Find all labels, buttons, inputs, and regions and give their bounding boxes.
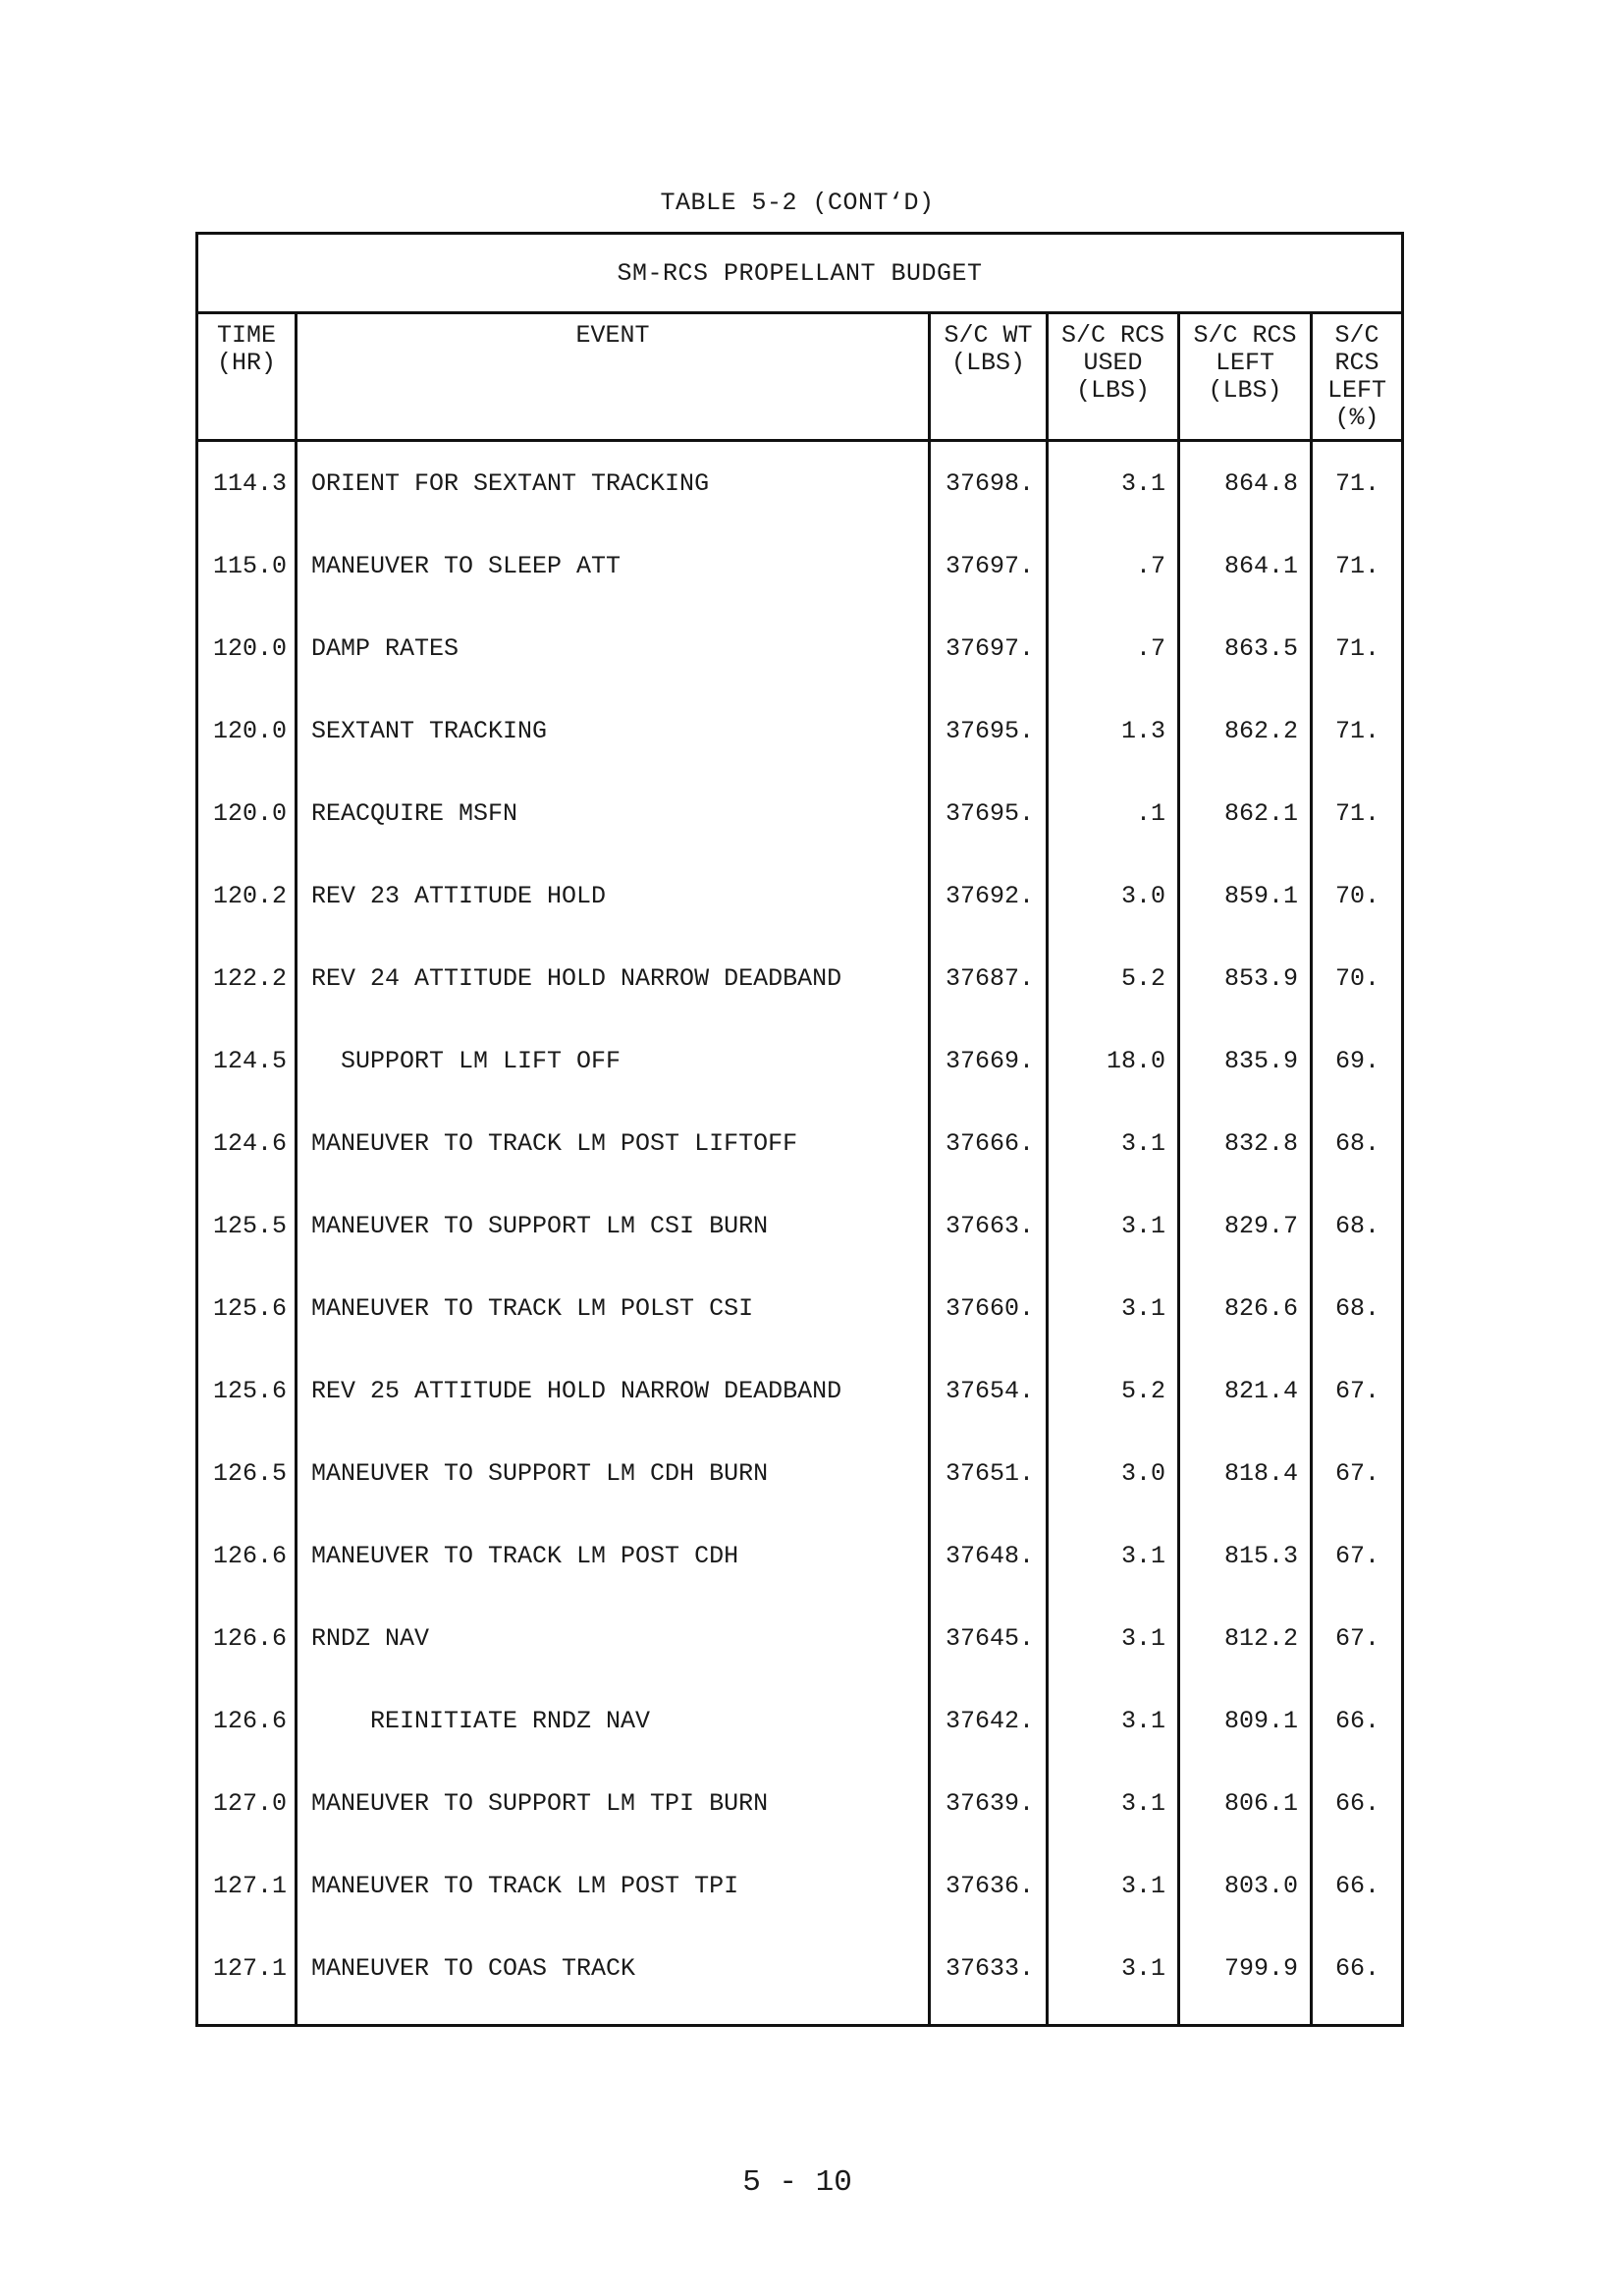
cell-sc-wt: 37636.	[930, 1844, 1048, 1927]
cell-rcs-left: 821.4	[1179, 1349, 1312, 1432]
cell-rcs-left: 859.1	[1179, 854, 1312, 937]
cell-sc-wt: 37663.	[930, 1184, 1048, 1267]
cell-event: SUPPORT LM LIFT OFF	[297, 1019, 930, 1102]
header-line: (HR)	[216, 349, 276, 377]
cell-sc-wt: 37695.	[930, 689, 1048, 772]
cell-rcs-used: .7	[1048, 524, 1179, 607]
header-line: (LBS)	[1208, 376, 1282, 405]
cell-event: MANEUVER TO COAS TRACK	[297, 1927, 930, 2025]
cell-rcs-left: 862.2	[1179, 689, 1312, 772]
cell-rcs-left: 829.7	[1179, 1184, 1312, 1267]
header-line: S/C RCS	[1060, 321, 1165, 350]
cell-rcs-used: 3.1	[1048, 1927, 1179, 2025]
cell-rcs-left-pct: 68.	[1312, 1267, 1403, 1349]
cell-time: 120.0	[197, 607, 297, 689]
cell-rcs-used: 18.0	[1048, 1019, 1179, 1102]
table-row	[197, 1762, 1403, 1844]
cell-time: 127.0	[197, 1762, 297, 1844]
cell-rcs-left: 799.9	[1179, 1927, 1312, 2025]
cell-sc-wt: 37660.	[930, 1267, 1048, 1349]
cell-event: MANEUVER TO SUPPORT LM CSI BURN	[297, 1184, 930, 1267]
cell-rcs-left-pct: 67.	[1312, 1349, 1403, 1432]
header-sc-wt	[930, 313, 1048, 441]
cell-time: 114.3	[197, 441, 297, 525]
cell-event: MANEUVER TO SUPPORT LM TPI BURN	[297, 1762, 930, 1844]
cell-event: MANEUVER TO TRACK LM POST CDH	[297, 1514, 930, 1597]
cell-event: REACQUIRE MSFN	[297, 772, 930, 854]
header-line: S/C	[1334, 321, 1379, 350]
table-row	[197, 772, 1403, 854]
cell-rcs-left: 803.0	[1179, 1844, 1312, 1927]
propellant-budget-table	[195, 232, 1404, 2027]
cell-rcs-used: 3.1	[1048, 1762, 1179, 1844]
cell-rcs-used: 3.1	[1048, 1597, 1179, 1679]
cell-rcs-left-pct: 67.	[1312, 1514, 1403, 1597]
cell-event: MANEUVER TO TRACK LM POST TPI	[297, 1844, 930, 1927]
cell-rcs-left-pct: 66.	[1312, 1762, 1403, 1844]
cell-rcs-used: .1	[1048, 772, 1179, 854]
table-caption: TABLE 5-2 (CONT‘D)	[660, 189, 935, 217]
table-row	[197, 1019, 1403, 1102]
cell-sc-wt: 37687.	[930, 937, 1048, 1019]
header-line: (LBS)	[950, 349, 1025, 377]
cell-time: 120.2	[197, 854, 297, 937]
cell-rcs-left-pct: 71.	[1312, 772, 1403, 854]
cell-sc-wt: 37645.	[930, 1597, 1048, 1679]
cell-rcs-left: 863.5	[1179, 607, 1312, 689]
cell-event: MANEUVER TO TRACK LM POLST CSI	[297, 1267, 930, 1349]
cell-rcs-left-pct: 70.	[1312, 937, 1403, 1019]
cell-time: 125.6	[197, 1267, 297, 1349]
cell-sc-wt: 37697.	[930, 524, 1048, 607]
cell-event: ORIENT FOR SEXTANT TRACKING	[297, 441, 930, 525]
header-rcs-left	[1179, 313, 1312, 441]
cell-rcs-left-pct: 71.	[1312, 607, 1403, 689]
cell-time: 126.6	[197, 1679, 297, 1762]
table-row	[197, 1844, 1403, 1927]
cell-rcs-left-pct: 67.	[1312, 1597, 1403, 1679]
cell-rcs-used: 3.1	[1048, 1102, 1179, 1184]
table-row	[197, 937, 1403, 1019]
cell-rcs-left-pct: 67.	[1312, 1432, 1403, 1514]
table-row	[197, 689, 1403, 772]
cell-event: REV 23 ATTITUDE HOLD	[297, 854, 930, 937]
table-row	[197, 1679, 1403, 1762]
cell-sc-wt: 37648.	[930, 1514, 1048, 1597]
cell-event: SEXTANT TRACKING	[297, 689, 930, 772]
cell-sc-wt: 37654.	[930, 1349, 1048, 1432]
cell-time: 125.5	[197, 1184, 297, 1267]
table-row	[197, 607, 1403, 689]
cell-sc-wt: 37642.	[930, 1679, 1048, 1762]
cell-time: 127.1	[197, 1927, 297, 2025]
cell-time: 124.5	[197, 1019, 297, 1102]
cell-time: 124.6	[197, 1102, 297, 1184]
cell-sc-wt: 37633.	[930, 1927, 1048, 2025]
cell-rcs-left: 832.8	[1179, 1102, 1312, 1184]
cell-rcs-left: 809.1	[1179, 1679, 1312, 1762]
cell-time: 125.6	[197, 1349, 297, 1432]
cell-event: MANEUVER TO SUPPORT LM CDH BURN	[297, 1432, 930, 1514]
table-row	[197, 441, 1403, 525]
table-row	[197, 1597, 1403, 1679]
table-row	[197, 1349, 1403, 1432]
cell-rcs-left: 864.8	[1179, 441, 1312, 525]
cell-sc-wt: 37697.	[930, 607, 1048, 689]
cell-rcs-left-pct: 70.	[1312, 854, 1403, 937]
header-line: LEFT	[1327, 376, 1387, 405]
cell-time: 126.6	[197, 1597, 297, 1679]
cell-rcs-left: 862.1	[1179, 772, 1312, 854]
cell-rcs-used: 1.3	[1048, 689, 1179, 772]
cell-sc-wt: 37639.	[930, 1762, 1048, 1844]
header-time	[197, 313, 297, 441]
cell-event: REV 25 ATTITUDE HOLD NARROW DEADBAND	[297, 1349, 930, 1432]
table-row	[197, 1432, 1403, 1514]
cell-rcs-used: 3.1	[1048, 1679, 1179, 1762]
cell-rcs-used: 3.0	[1048, 854, 1179, 937]
table-body	[197, 441, 1403, 2026]
header-line: (%)	[1334, 404, 1379, 432]
cell-rcs-left-pct: 66.	[1312, 1679, 1403, 1762]
cell-time: 120.0	[197, 772, 297, 854]
cell-rcs-left-pct: 69.	[1312, 1019, 1403, 1102]
cell-rcs-left: 812.2	[1179, 1597, 1312, 1679]
cell-sc-wt: 37692.	[930, 854, 1048, 937]
table-title: SM-RCS PROPELLANT BUDGET	[197, 234, 1403, 313]
table-row	[197, 1514, 1403, 1597]
table-row	[197, 854, 1403, 937]
cell-time: 122.2	[197, 937, 297, 1019]
cell-rcs-left: 826.6	[1179, 1267, 1312, 1349]
cell-rcs-used: 5.2	[1048, 937, 1179, 1019]
header-line: TIME	[216, 321, 276, 350]
table-row	[197, 1102, 1403, 1184]
header-rcs-left-pct	[1312, 313, 1403, 441]
cell-time: 120.0	[197, 689, 297, 772]
cell-time: 126.6	[197, 1514, 297, 1597]
table-row	[197, 1184, 1403, 1267]
cell-sc-wt: 37666.	[930, 1102, 1048, 1184]
cell-rcs-left: 818.4	[1179, 1432, 1312, 1514]
header-line: S/C WT	[944, 321, 1033, 350]
cell-time: 127.1	[197, 1844, 297, 1927]
cell-sc-wt: 37651.	[930, 1432, 1048, 1514]
cell-rcs-left-pct: 68.	[1312, 1184, 1403, 1267]
cell-time: 126.5	[197, 1432, 297, 1514]
cell-event: MANEUVER TO SLEEP ATT	[297, 524, 930, 607]
cell-event: DAMP RATES	[297, 607, 930, 689]
header-rcs-used	[1048, 313, 1179, 441]
cell-rcs-left: 853.9	[1179, 937, 1312, 1019]
cell-rcs-left: 835.9	[1179, 1019, 1312, 1102]
cell-rcs-left-pct: 71.	[1312, 441, 1403, 525]
cell-rcs-left-pct: 66.	[1312, 1844, 1403, 1927]
cell-rcs-left-pct: 71.	[1312, 524, 1403, 607]
cell-rcs-used: 5.2	[1048, 1349, 1179, 1432]
cell-sc-wt: 37669.	[930, 1019, 1048, 1102]
table-title-row	[197, 234, 1403, 313]
cell-sc-wt: 37695.	[930, 772, 1048, 854]
header-line: USED	[1083, 349, 1143, 377]
cell-rcs-left-pct: 68.	[1312, 1102, 1403, 1184]
table-row	[197, 524, 1403, 607]
cell-rcs-left: 806.1	[1179, 1762, 1312, 1844]
cell-sc-wt: 37698.	[930, 441, 1048, 525]
header-line: EVENT	[575, 321, 650, 350]
header-line: LEFT	[1215, 349, 1274, 377]
cell-rcs-left: 815.3	[1179, 1514, 1312, 1597]
cell-rcs-used: 3.0	[1048, 1432, 1179, 1514]
table-row	[197, 1927, 1403, 2025]
header-event	[297, 313, 930, 441]
header-line: S/C RCS	[1193, 321, 1297, 350]
cell-rcs-left-pct: 71.	[1312, 689, 1403, 772]
cell-rcs-left-pct: 66.	[1312, 1927, 1403, 2025]
header-line: (LBS)	[1075, 376, 1150, 405]
header-line: RCS	[1334, 349, 1379, 377]
cell-rcs-used: 3.1	[1048, 1514, 1179, 1597]
cell-rcs-used: .7	[1048, 607, 1179, 689]
cell-rcs-used: 3.1	[1048, 1184, 1179, 1267]
page-number: 5 - 10	[742, 2165, 852, 2200]
column-header-row	[197, 313, 1403, 441]
cell-time: 115.0	[197, 524, 297, 607]
cell-event: REINITIATE RNDZ NAV	[297, 1679, 930, 1762]
cell-rcs-used: 3.1	[1048, 1267, 1179, 1349]
cell-event: RNDZ NAV	[297, 1597, 930, 1679]
cell-rcs-used: 3.1	[1048, 1844, 1179, 1927]
cell-rcs-used: 3.1	[1048, 441, 1179, 525]
cell-event: MANEUVER TO TRACK LM POST LIFTOFF	[297, 1102, 930, 1184]
table-row	[197, 1267, 1403, 1349]
cell-rcs-left: 864.1	[1179, 524, 1312, 607]
cell-event: REV 24 ATTITUDE HOLD NARROW DEADBAND	[297, 937, 930, 1019]
